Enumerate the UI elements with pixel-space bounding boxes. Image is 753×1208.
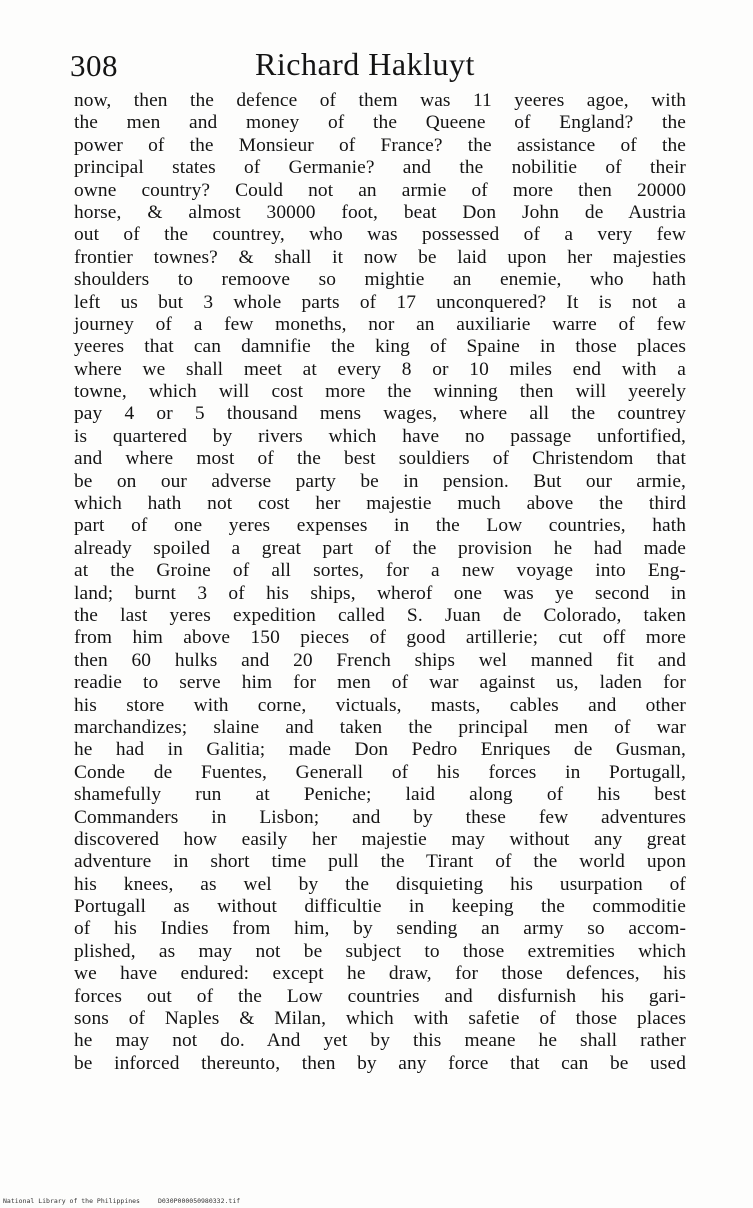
- text-line: we have endured: except he draw, for those defences, his: [74, 963, 686, 985]
- text-line: is quartered by rivers which have no passage unfortified,: [74, 425, 686, 447]
- text-line: readie to serve him for men of war against us, laden for: [74, 672, 686, 694]
- text-line: horse, & almost 30000 foot, beat Don John de Austria: [74, 201, 686, 223]
- text-line: he may not do. And yet by this meane he shall rather: [74, 1030, 686, 1052]
- text-line: where we shall meet at every 8 or 10 miles end with a: [74, 358, 686, 380]
- text-line: from him above 150 pieces of good artillerie; cut off more: [74, 627, 686, 649]
- text-line: principal states of Germanie? and the nobilitie of their: [74, 157, 686, 179]
- text-line: Conde de Fuentes, Generall of his forces in Portugall,: [74, 761, 686, 783]
- text-line: adventure in short time pull the Tirant of the world upon: [74, 851, 686, 873]
- text-line: part of one yeres expenses in the Low countries, hath: [74, 515, 686, 537]
- file-id: D030P000050980332.tif: [157, 1197, 241, 1205]
- text-line: owne country? Could not an armie of more then 20000: [74, 179, 686, 201]
- library-credit: National Library of the Philippines: [3, 1197, 140, 1205]
- text-line: power of the Monsieur of France? the assistance of the: [74, 134, 686, 156]
- running-head: Richard Hakluyt: [255, 46, 475, 82]
- text-line: be inforced thereunto, then by any force that can be used: [74, 1052, 686, 1074]
- text-line: be on our adverse party be in pension. But our armie,: [74, 470, 686, 492]
- text-line: journey of a few moneths, nor an auxiliarie warre of few: [74, 313, 686, 335]
- text-line: towne, which will cost more the winning then will yeerely: [74, 381, 686, 403]
- text-line: Commanders in Lisbon; and by these few adventures: [74, 806, 686, 828]
- text-line: land; burnt 3 of his ships, wherof one was ye second in: [74, 582, 686, 604]
- text-line: shoulders to remoove so mightie an enemie, who hath: [74, 269, 686, 291]
- text-line: at the Groine of all sortes, for a new voyage into Eng-: [74, 560, 686, 582]
- text-line: pay 4 or 5 thousand mens wages, where all the countrey: [74, 403, 686, 425]
- text-line: of his Indies from him, by sending an army so accom-: [74, 918, 686, 940]
- text-line: then 60 hulks and 20 French ships wel manned fit and: [74, 649, 686, 671]
- text-line: the last yeres expedition called S. Juan de Colorado, taken: [74, 604, 686, 626]
- text-line: shamefully run at Peniche; laid along of his best: [74, 784, 686, 806]
- text-line: he had in Galitia; made Don Pedro Enriques de Gusman,: [74, 739, 686, 761]
- body-text: [74, 90, 686, 1075]
- text-line: the men and money of the Queene of England? the: [74, 112, 686, 134]
- text-line: plished, as may not be subject to those extremities which: [74, 940, 686, 962]
- text-line: left us but 3 whole parts of 17 unconquered? It is not a: [74, 291, 686, 313]
- text-line: his knees, as wel by the disquieting his usurpation of: [74, 873, 686, 895]
- text-line: sons of Naples & Milan, which with safetie of those places: [74, 1008, 686, 1030]
- text-line: yeeres that can damnifie the king of Spaine in those places: [74, 336, 686, 358]
- text-line: and where most of the best souldiers of Christendom that: [74, 448, 686, 470]
- text-line: which hath not cost her majestie much above the third: [74, 493, 686, 515]
- text-line: marchandizes; slaine and taken the principal men of war: [74, 716, 686, 738]
- page-number: 308: [70, 48, 118, 83]
- text-line: out of the countrey, who was possessed of a very few: [74, 224, 686, 246]
- text-line: his store with corne, victuals, masts, cables and other: [74, 694, 686, 716]
- text-line: now, then the defence of them was 11 yeeres agoe, with: [74, 90, 686, 111]
- scan-footer: [3, 1197, 240, 1206]
- page-header: [70, 40, 685, 88]
- text-line: Portugall as without difficultie in keeping the commoditie: [74, 896, 686, 918]
- text-line: forces out of the Low countries and disfurnish his gari-: [74, 985, 686, 1007]
- text-line: discovered how easily her majestie may without any great: [74, 828, 686, 850]
- text-line: frontier townes? & shall it now be laid upon her majesties: [74, 246, 686, 268]
- text-line: already spoiled a great part of the provision he had made: [74, 537, 686, 559]
